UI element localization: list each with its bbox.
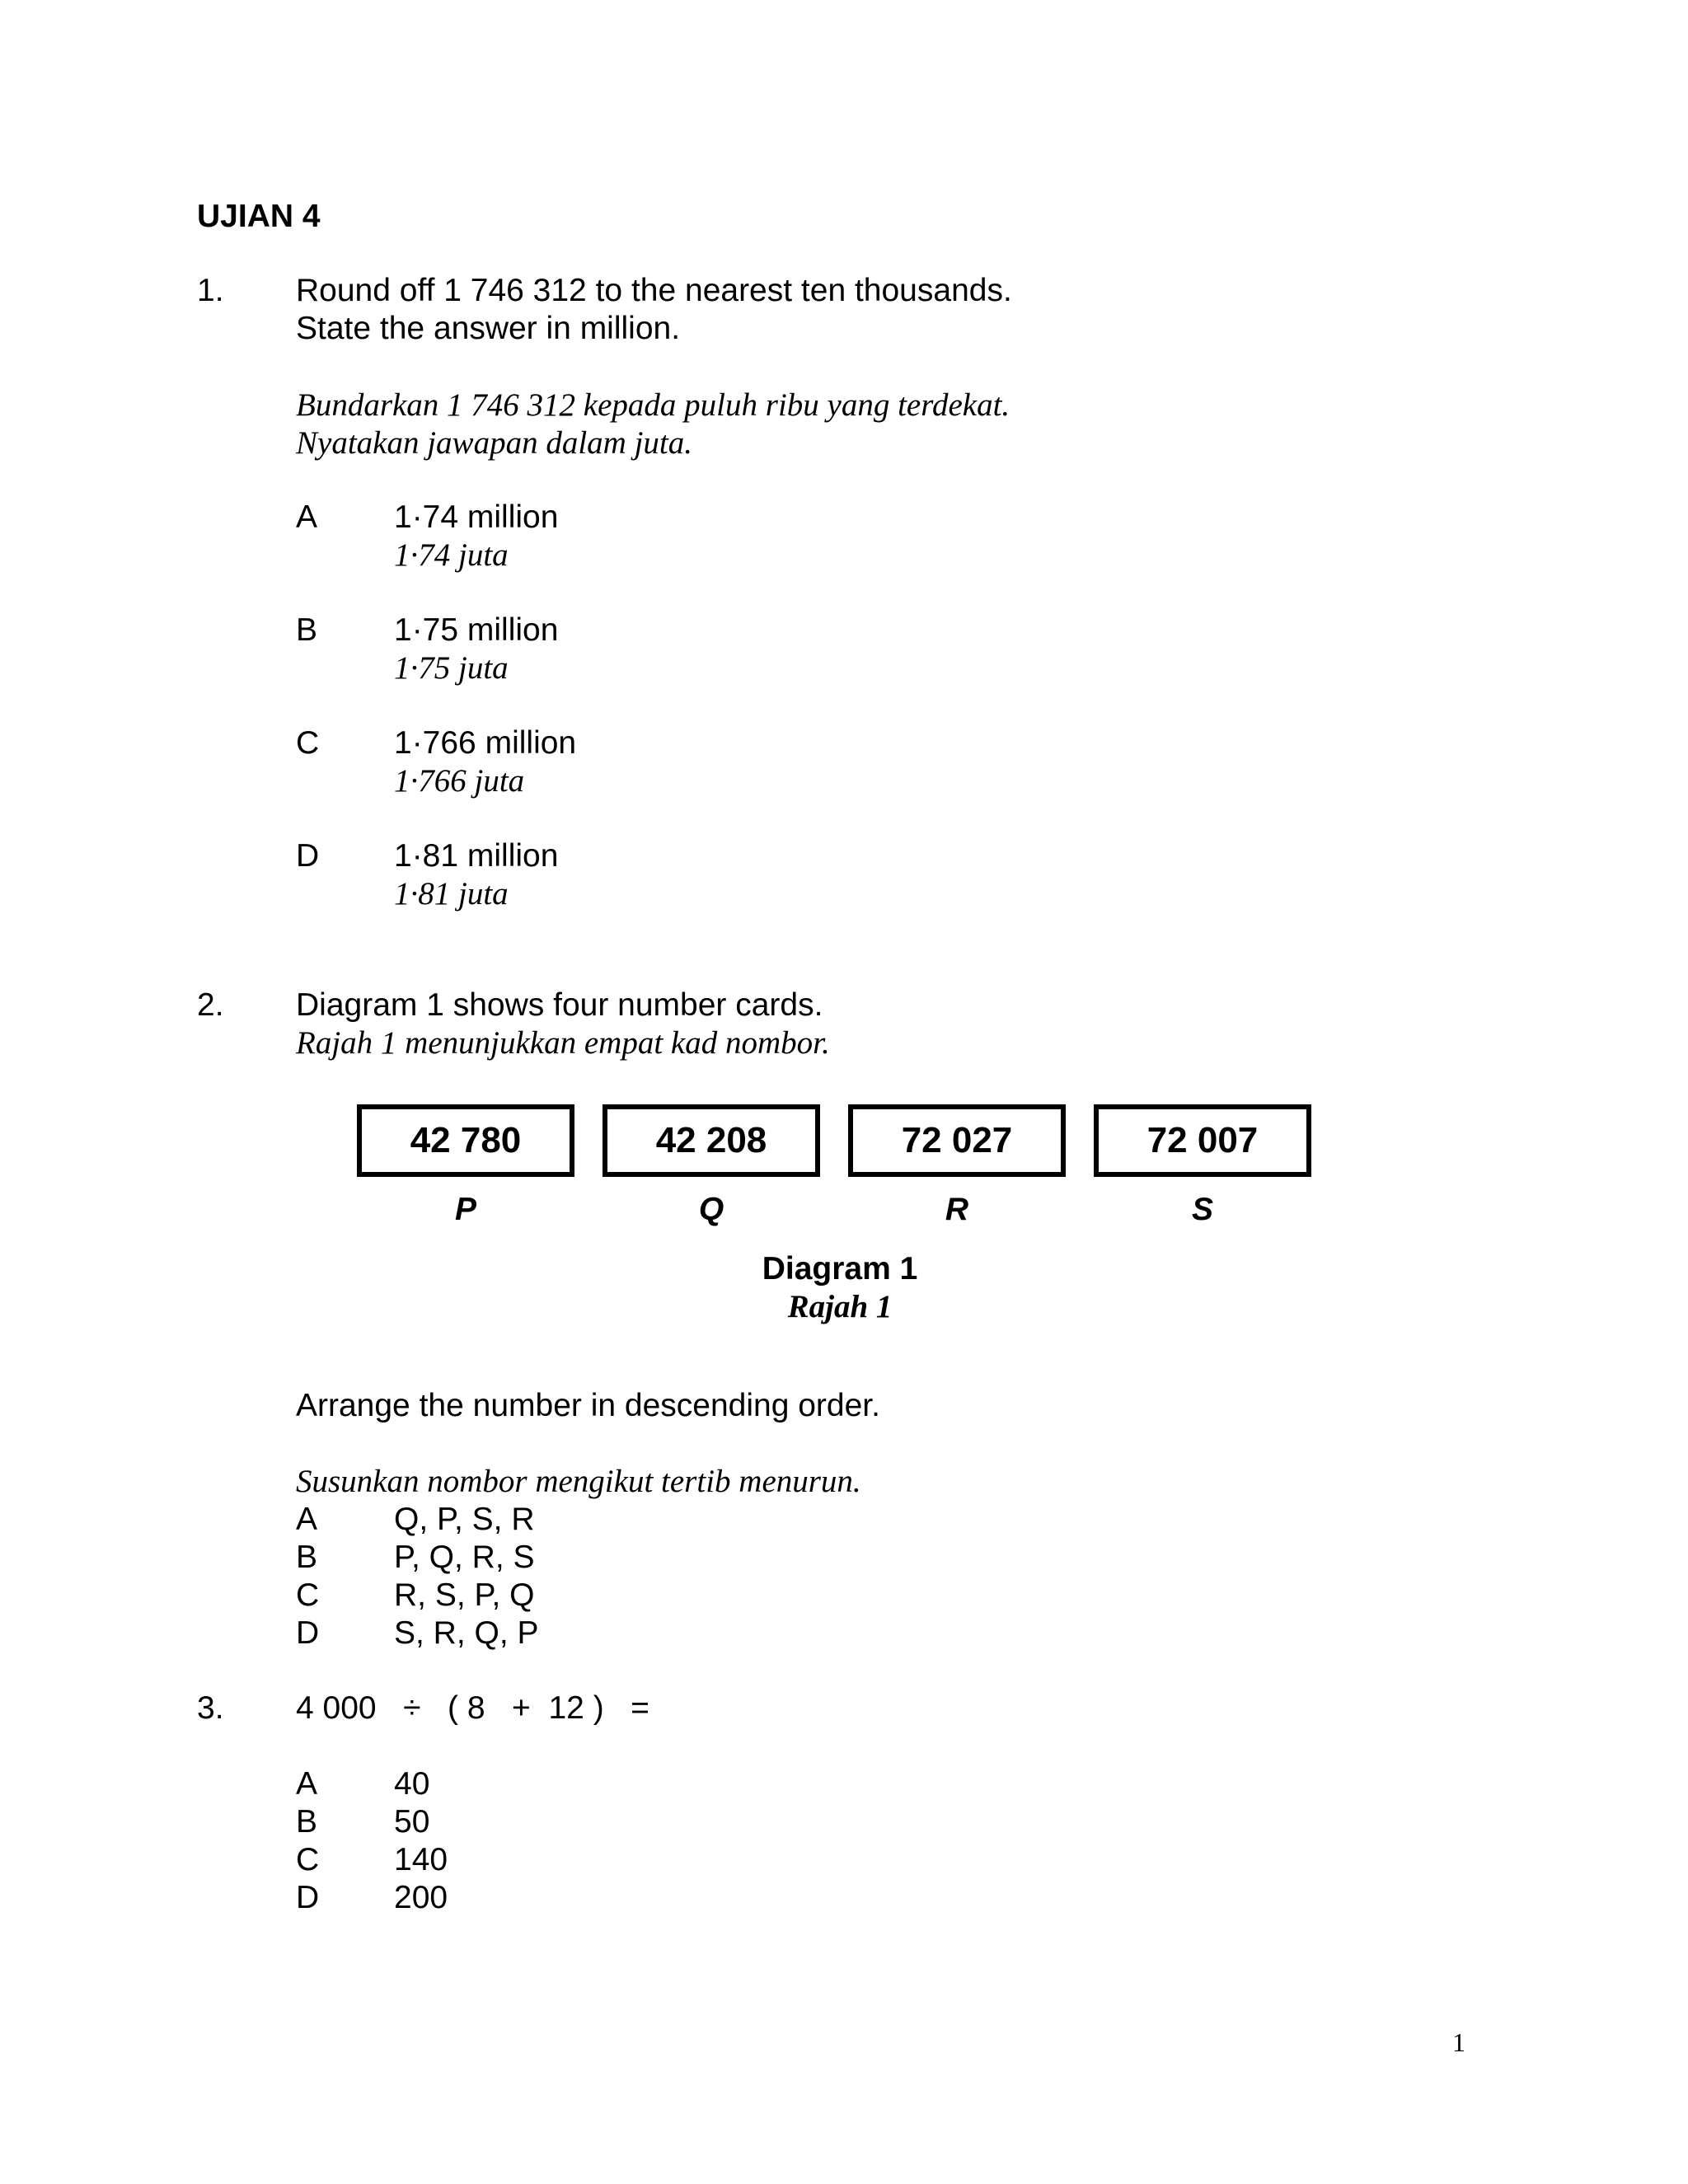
option-text: R, S, P, Q	[394, 1577, 535, 1613]
q1-text-ms-line2: Nyatakan jawapan dalam juta.	[296, 425, 692, 461]
q2-question-en: Arrange the number in descending order.	[296, 1388, 880, 1423]
option-text: Q, P, S, R	[394, 1502, 535, 1537]
q2-number: 2.	[197, 987, 224, 1023]
option-text: P, Q, R, S	[394, 1540, 535, 1575]
option-letter: B	[296, 1540, 318, 1575]
option-letter: A	[296, 499, 318, 535]
option-text: 140	[394, 1842, 448, 1877]
q1-number: 1.	[197, 273, 224, 308]
number-card-p: 42 780	[357, 1104, 574, 1177]
option-text: 40	[394, 1766, 430, 1802]
option-text: S, R, Q, P	[394, 1615, 539, 1651]
option-letter: D	[296, 1880, 320, 1915]
option-text: 200	[394, 1880, 448, 1915]
q1-text-en-line1: Round off 1 746 312 to the nearest ten thousands.	[296, 273, 1012, 308]
card-label-p: P	[454, 1192, 476, 1227]
card-label-q: Q	[698, 1192, 724, 1227]
number-card-s: 72 007	[1094, 1104, 1311, 1177]
q3-number: 3.	[197, 1690, 224, 1726]
option-text-ms: 1·81 juta	[394, 876, 509, 912]
option-text-ms: 1·766 juta	[394, 763, 525, 799]
option-letter: C	[296, 1577, 320, 1613]
option-letter: B	[296, 1804, 318, 1840]
option-text: 50	[394, 1804, 430, 1840]
q2-intro-ms: Rajah 1 menunjukkan empat kad nombor.	[296, 1025, 830, 1061]
page-number: 1	[1452, 2027, 1465, 2057]
q3-expression: 4 000 ÷ ( 8 + 12 ) =	[296, 1690, 649, 1726]
q1-text-en-line2: State the answer in million.	[296, 311, 681, 346]
option-letter: C	[296, 725, 320, 761]
option-text-en: 1·74 million	[394, 499, 559, 535]
option-letter: C	[296, 1842, 320, 1877]
option-text-ms: 1·74 juta	[394, 537, 509, 573]
option-text-en: 1·75 million	[394, 612, 559, 648]
option-letter: D	[296, 1615, 320, 1651]
q2-intro-en: Diagram 1 shows four number cards.	[296, 987, 823, 1023]
q2-question-ms: Susunkan nombor mengikut tertib menurun.	[296, 1464, 861, 1499]
option-text-ms: 1·75 juta	[394, 650, 509, 686]
diagram-caption-en: Diagram 1	[762, 1251, 918, 1286]
number-card-q: 42 208	[603, 1104, 820, 1177]
option-text-en: 1·766 million	[394, 725, 577, 761]
option-text-en: 1·81 million	[394, 838, 559, 874]
option-letter: D	[296, 838, 320, 874]
diagram-caption-ms: Rajah 1	[787, 1289, 893, 1324]
option-letter: A	[296, 1766, 318, 1802]
option-letter: B	[296, 612, 318, 648]
q1-text-ms-line1: Bundarkan 1 746 312 kepada puluh ribu yang terdekat.	[296, 387, 1010, 423]
option-letter: A	[296, 1502, 318, 1537]
card-label-s: S	[1191, 1192, 1213, 1227]
page-title: UJIAN 4	[197, 199, 321, 234]
number-card-r: 72 027	[848, 1104, 1066, 1177]
card-label-r: R	[945, 1192, 969, 1227]
